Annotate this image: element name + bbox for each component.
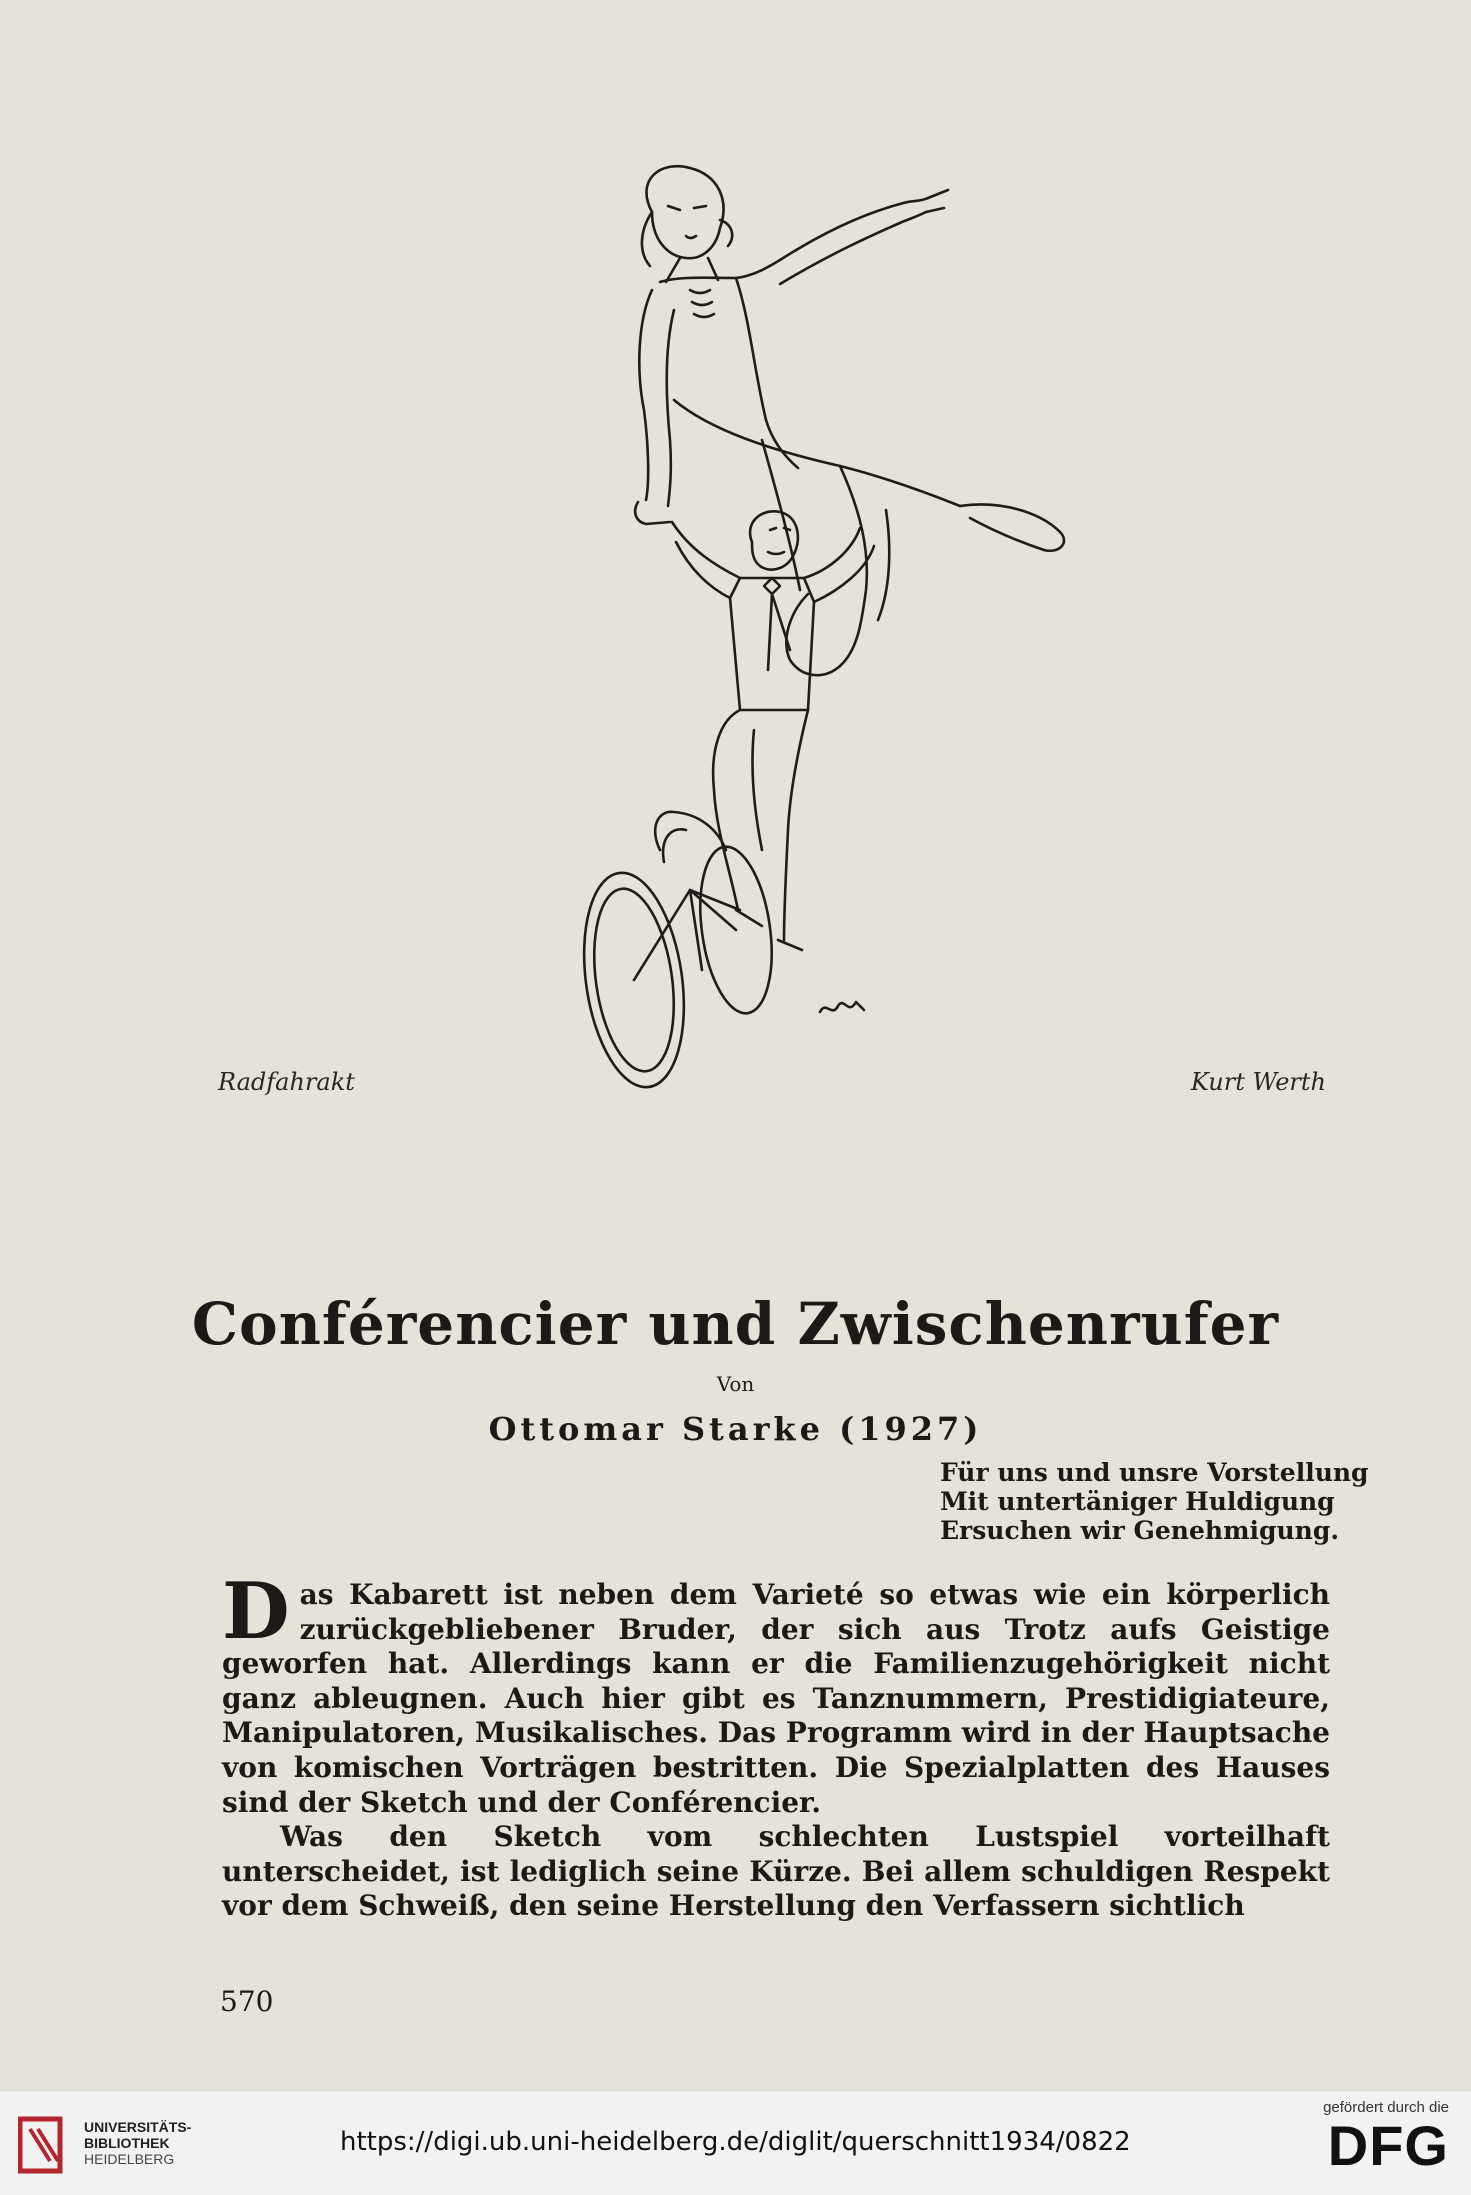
- library-name-line: HEIDELBERG: [84, 2151, 175, 2167]
- epigraph-line: Ersuchen wir Genehmigung.: [940, 1516, 1340, 1545]
- illustration-artist-credit: Kurt Werth: [1190, 1068, 1326, 1096]
- library-name-line: UNIVERSITÄTS-: [84, 2119, 192, 2135]
- drop-cap: D: [222, 1566, 290, 1657]
- paragraph-text: as Kabarett ist neben dem Varieté so etwas wie ein körperlich zurückgebliebener Bruder, der sich aus Trotz aufs Geistige geworfen hat. Allerdings kann er die Familienzugehörigkeit nicht ganz ableugnen. Auch hier gibt es Tanznummern, Prestidigiateure, Manipulatoren, Musikalisches. Das Programm wird in der Hauptsache von komischen Vorträgen bestritten. Die Spezialplatten des Hauses sind der Sketch und der Conférencier.: [222, 1578, 1330, 1819]
- dfg-logo[interactable]: DFG: [1327, 2114, 1449, 2177]
- epigraph-line: Mit untertäniger Huldigung: [940, 1487, 1335, 1516]
- university-library-logo-icon[interactable]: [18, 2115, 70, 2175]
- viewer-footer: [0, 2090, 1471, 2195]
- funded-by-label: gefördert durch die: [1323, 2099, 1449, 2116]
- cyclist-acrobat-illustration: [540, 150, 1180, 1110]
- illustration-caption: Radfahrakt: [218, 1068, 355, 1096]
- funder-block: [1299, 2099, 1449, 2176]
- article-title: Conférencier und Zwischenrufer: [191, 1290, 1280, 1358]
- paragraph: Was den Sketch vom schlechten Lustspiel vorteilhaft unterscheidet, ist lediglich seine Kürze. Bei allem schuldigen Respekt vor dem Schweiß, den seine Herstellung den Verfassern sichtlich: [222, 1820, 1330, 1923]
- article-author: Ottomar Starke (1927): [488, 1410, 983, 1448]
- library-name-line: BIBLIOTHEK: [84, 2135, 170, 2151]
- paragraph: [222, 1566, 1330, 1820]
- page-number: 570: [220, 1985, 274, 2018]
- library-name[interactable]: [84, 2119, 191, 2167]
- byline-von: Von: [716, 1372, 755, 1396]
- epigraph: [940, 1458, 1420, 1545]
- permalink-url[interactable]: https://digi.ub.uni-heidelberg.de/diglit/querschnitt1934/0822: [340, 2127, 1131, 2157]
- article-body: [222, 1566, 1330, 1924]
- epigraph-line: Für uns und unsre Vorstellung: [940, 1458, 1369, 1487]
